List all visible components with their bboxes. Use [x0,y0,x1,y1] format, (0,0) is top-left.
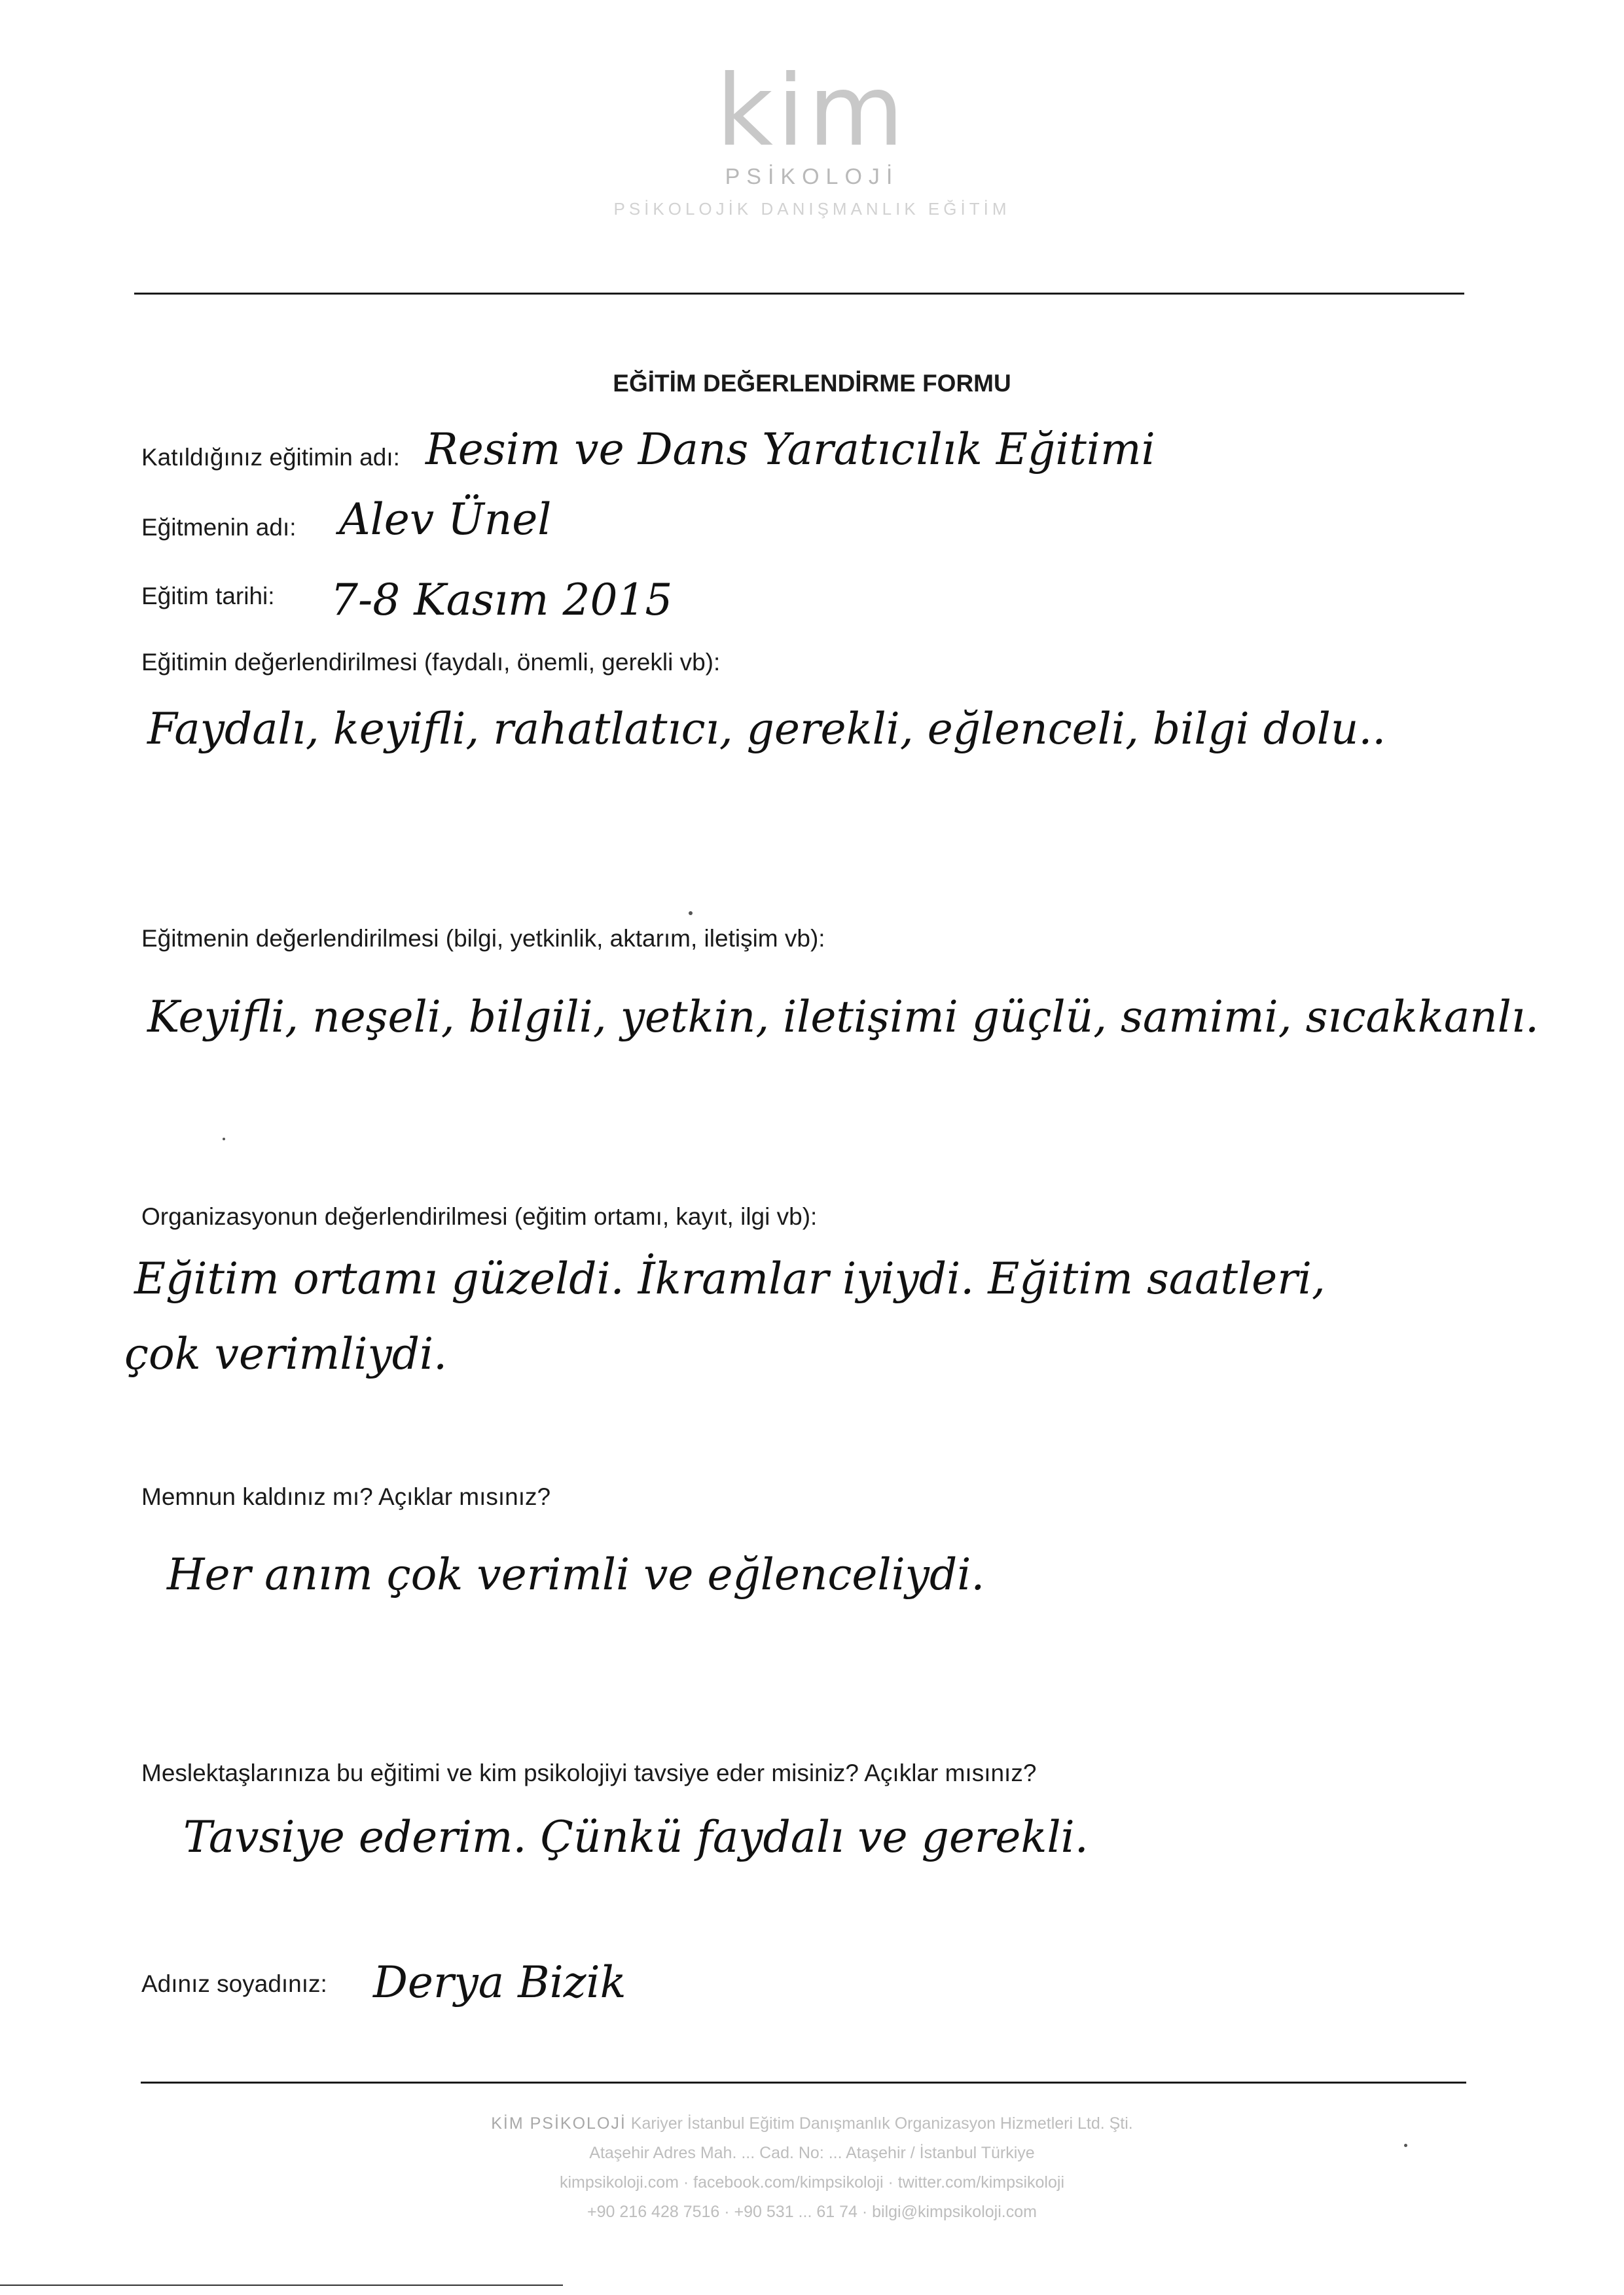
training-date-label: Eğitim tarihi: [141,583,275,609]
logo-tagline: PSİKOLOJİK DANIŞMANLIK EĞİTİM [613,199,1011,219]
trainer-eval-value: Keyifli, neşeli, bilgili, yetkin, iletişimi güçlü, samimi, sıcakkanlı. [147,992,1539,1042]
training-name-label: Katıldığınız eğitimin adı: [141,444,400,471]
stray-mark [223,1138,225,1140]
satisfaction-label: Memnun kaldınız mı? Açıklar mısınız? [141,1483,551,1510]
satisfaction-value: Her anım çok verimli ve eğlenceliydi. [167,1549,985,1600]
logo [0,54,1624,219]
full-name-value: Derya Bizik [373,1957,626,2008]
trainer-name-label: Eğitmenin adı: [141,514,297,541]
footer-divider [141,2082,1466,2084]
org-eval-value-line1: Eğitim ortamı güzeldi. İkramlar iyiydi. Eğitim saatleri, [134,1254,1326,1304]
footer-brand: KİM PSİKOLOJİ [491,2114,626,2133]
footer-line-3: kimpsikoloji.com · facebook.com/kimpsikoloji · twitter.com/kimpsikoloji [559,2173,1065,2192]
training-eval-label: Eğitimin değerlendirilmesi (faydalı, önemli, gerekli vb): [141,649,721,676]
footer-line-4: +90 216 428 7516 · +90 531 ... 61 74 · bilgi@kimpsikoloji.com [587,2203,1037,2221]
form-title: EĞİTİM DEĞERLENDİRME FORMU [613,370,1011,397]
footer-company: Kariyer İstanbul Eğitim Danışmanlık Organizasyon Hizmetleri Ltd. Şti. [630,2114,1133,2133]
training-eval-value: Faydalı, keyifli, rahatlatıcı, gerekli, eğlenceli, bilgi dolu.. [147,704,1386,754]
header-divider [134,293,1464,295]
training-name-value: Resim ve Dans Yaratıcılık Eğitimi [425,424,1155,475]
logo-glyph: kim [716,54,908,168]
stray-mark [1404,2144,1407,2147]
footer-line-1 [0,2114,1624,2133]
trainer-eval-label: Eğitmenin değerlendirilmesi (bilgi, yetkinlik, aktarım, iletişim vb): [141,925,825,952]
recommend-value: Tavsiye ederim. Çünkü faydalı ve gerekli. [183,1812,1089,1862]
training-date-value: 7-8 Kasım 2015 [331,575,673,625]
logo-brand: PSİKOLOJİ [725,164,899,189]
footer-line-2: Ataşehir Adres Mah. ... Cad. No: ... Ataşehir / İstanbul Türkiye [589,2144,1035,2162]
trainer-name-value: Alev Ünel [339,494,552,545]
org-eval-value-line2: çok verimliydi. [124,1329,448,1379]
recommend-label: Meslektaşlarınıza bu eğitimi ve kim psikolojiyi tavsiye eder misiniz? Açıklar mısınız? [141,1760,1037,1786]
scan-edge-line [0,2285,563,2286]
full-name-label: Adınız soyadınız: [141,1970,327,1997]
stray-mark [689,911,693,915]
org-eval-label: Organizasyonun değerlendirilmesi (eğitim ortamı, kayıt, ilgi vb): [141,1203,818,1230]
